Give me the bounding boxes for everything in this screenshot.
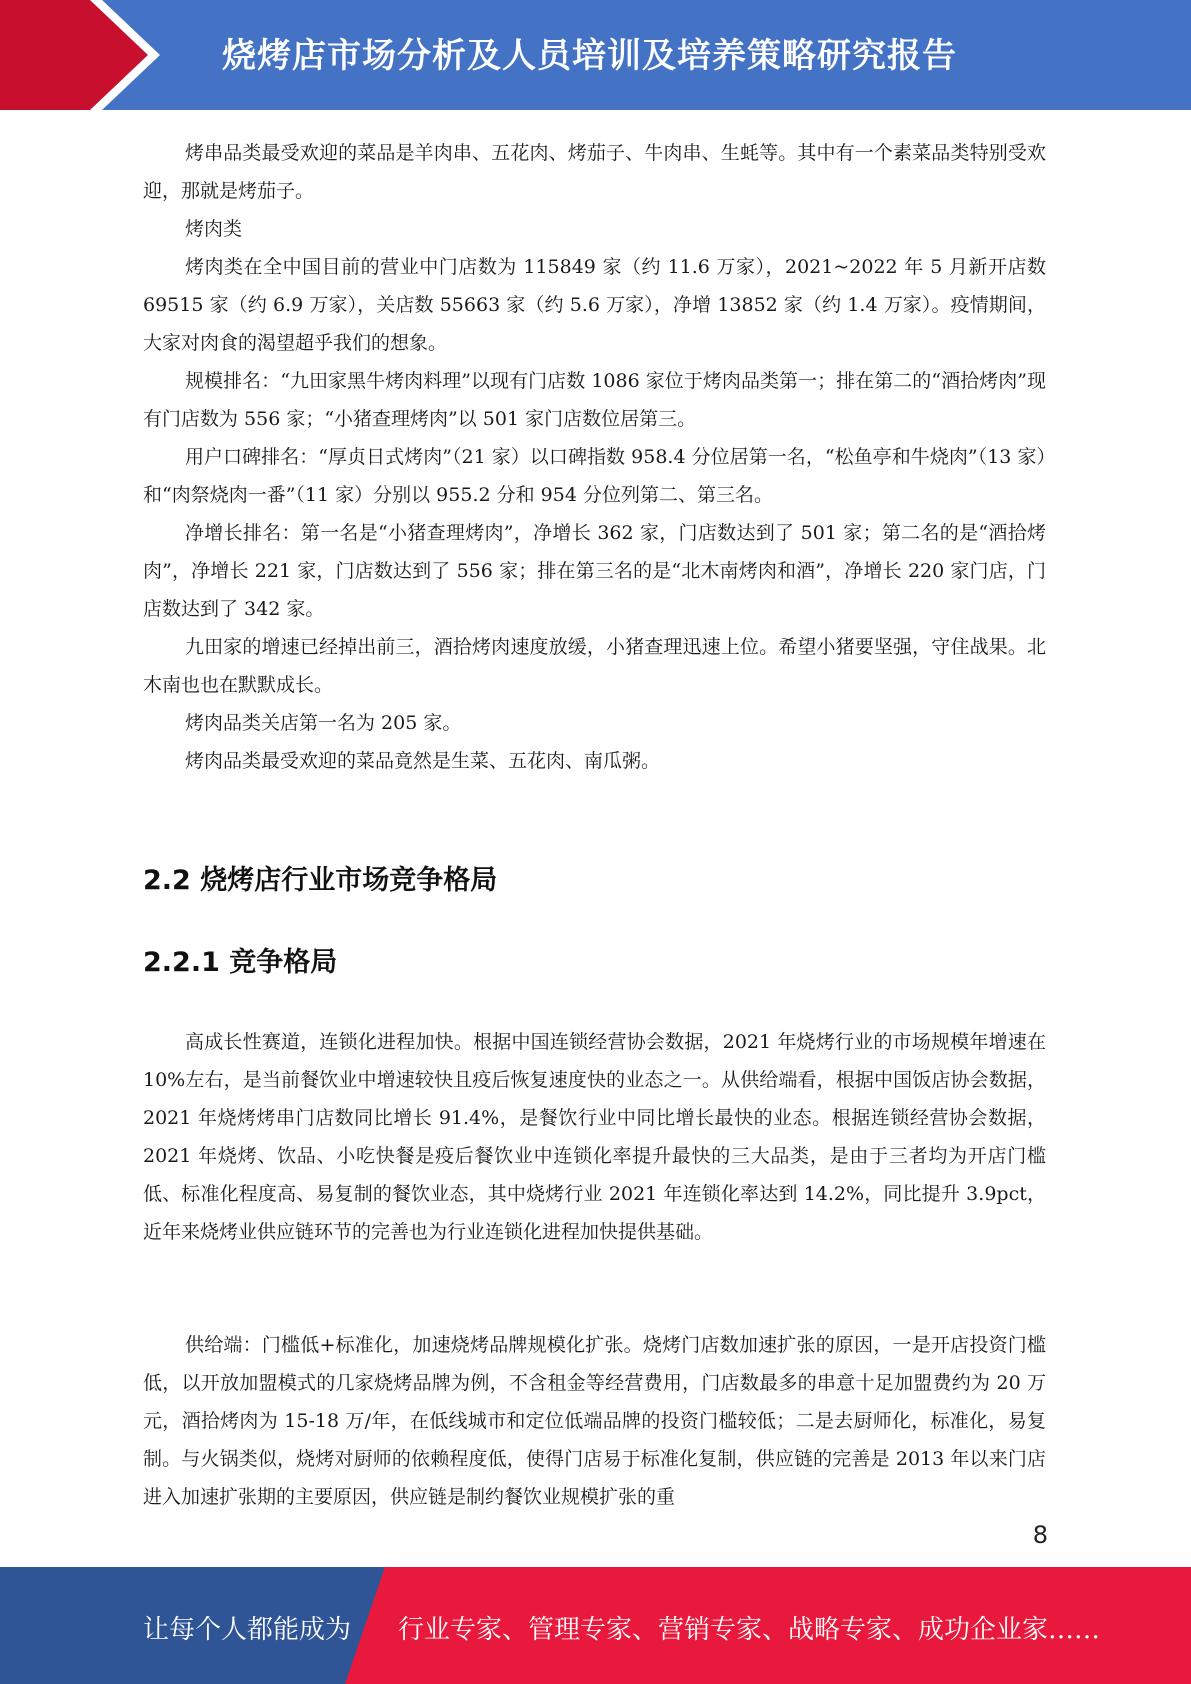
paragraph: 规模排名：“九田家黑牛烤肉料理”以现有门店数 1086 家位于烤肉品类第一；排在第二的“酒拾烤肉”现有门店数为 556 家；“小猪查理烤肉”以 501 家门店数位居第三。 [143,370,1046,430]
body-text-bottom [143,1326,1046,1516]
subsection-heading: 2.2.1 竞争格局 [143,947,338,978]
paragraph: 烤肉类 [185,218,243,240]
paragraph: 九田家的增速已经掉出前三，酒拾烤肉速度放缓，小猪查理迅速上位。希望小猪要坚强，守住战果。北木南也也在默默成长。 [143,636,1046,696]
paragraph: 供给端：门槛低+标准化，加速烧烤品牌规模化扩张。烧烤门店数加速扩张的原因，一是开店投资门槛低，以开放加盟模式的几家烧烤品牌为例，不含租金等经营费用，门店数最多的串意十足加盟费约为 20 万元，酒拾烤肉为 15-18 万/年，在低线城市和定位低端品牌的投资门槛较低；二是去厨师化，标准化，易复制。与火锅类似，烧烤对厨师的依赖程度低，使得门店易于标准化复制，供应链的完善是 2013 年以来门店进入加速扩张期的主要原因，供应链是制约餐饮业规模扩张的重 [143,1334,1046,1508]
red-chevron-decoration [0,0,160,110]
paragraph: 高成长性赛道，连锁化进程加快。根据中国连锁经营协会数据，2021 年烧烤行业的市场规模年增速在 10%左右，是当前餐饮业中增速较快且疫后恢复速度快的业态之一。从供给端看，根据中国饭店协会数据，2021 年烧烤烤串门店数同比增长 91.4%，是餐饮行业中同比增长最快的业态。根据连锁经营协会数据，2021 年烧烤、饮品、小吃快餐是疫后餐饮业中连锁化率提升最快的三大品类，是由于三者均为开店门槛低、标准化程度高、易复制的餐饮业态，其中烧烤行业 2021 年连锁化率达到 14.2%，同比提升 3.9pct，近年来烧烤业供应链环节的完善也为行业连锁化进程加快提供基础。 [143,1031,1046,1243]
paragraph: 净增长排名：第一名是“小猪查理烤肉”，净增长 362 家，门店数达到了 501 家；第二名的是“酒拾烤肉”，净增长 221 家，门店数达到了 556 家；排在第三名的是“北木南烤肉和酒”，净增长 220 家门店，门店数达到了 342 家。 [143,522,1046,620]
header-banner [0,0,1191,110]
paragraph: 烤串品类最受欢迎的菜品是羊肉串、五花肉、烤茄子、牛肉串、生蚝等。其中有一个素菜品类特别受欢迎，那就是烤茄子。 [143,142,1046,202]
paragraph: 烤肉品类关店第一名为 205 家。 [185,712,462,734]
footer-banner [0,1567,1191,1684]
page-number: 8 [1032,1521,1048,1549]
paragraph: 烤肉品类最受欢迎的菜品竟然是生菜、五花肉、南瓜粥。 [185,750,661,772]
section-heading: 2.2 烧烤店行业市场竞争格局 [143,865,498,896]
paragraph: 用户口碑排名：“厚贞日式烤肉”（21 家）以口碑指数 958.4 分位居第一名，“松鱼亭和牛烧肉”（13 家）和“肉祭烧肉一番”（11 家）分别以 955.2 分和 954 分位列第二、第三名。 [143,446,1046,506]
footer-slogan-left: 让每个人都能成为 [143,1615,352,1645]
body-text-middle [143,1023,1046,1251]
body-text-top [143,134,1046,780]
paragraph: 烤肉类在全中国目前的营业中门店数为 115849 家（约 11.6 万家），2021~2022 年 5 月新开店数 69515 家（约 6.9 万家），关店数 55663 家（约 5.6 万家），净增 13852 家（约 1.4 万家）。疫情期间，大家对肉食的渴望超乎我们的想象。 [143,256,1046,354]
report-title: 烧烤店市场分析及人员培训及培养策略研究报告 [222,36,957,76]
footer-slogan-right: 行业专家、管理专家、营销专家、战略专家、成功企业家…… [398,1615,1101,1645]
